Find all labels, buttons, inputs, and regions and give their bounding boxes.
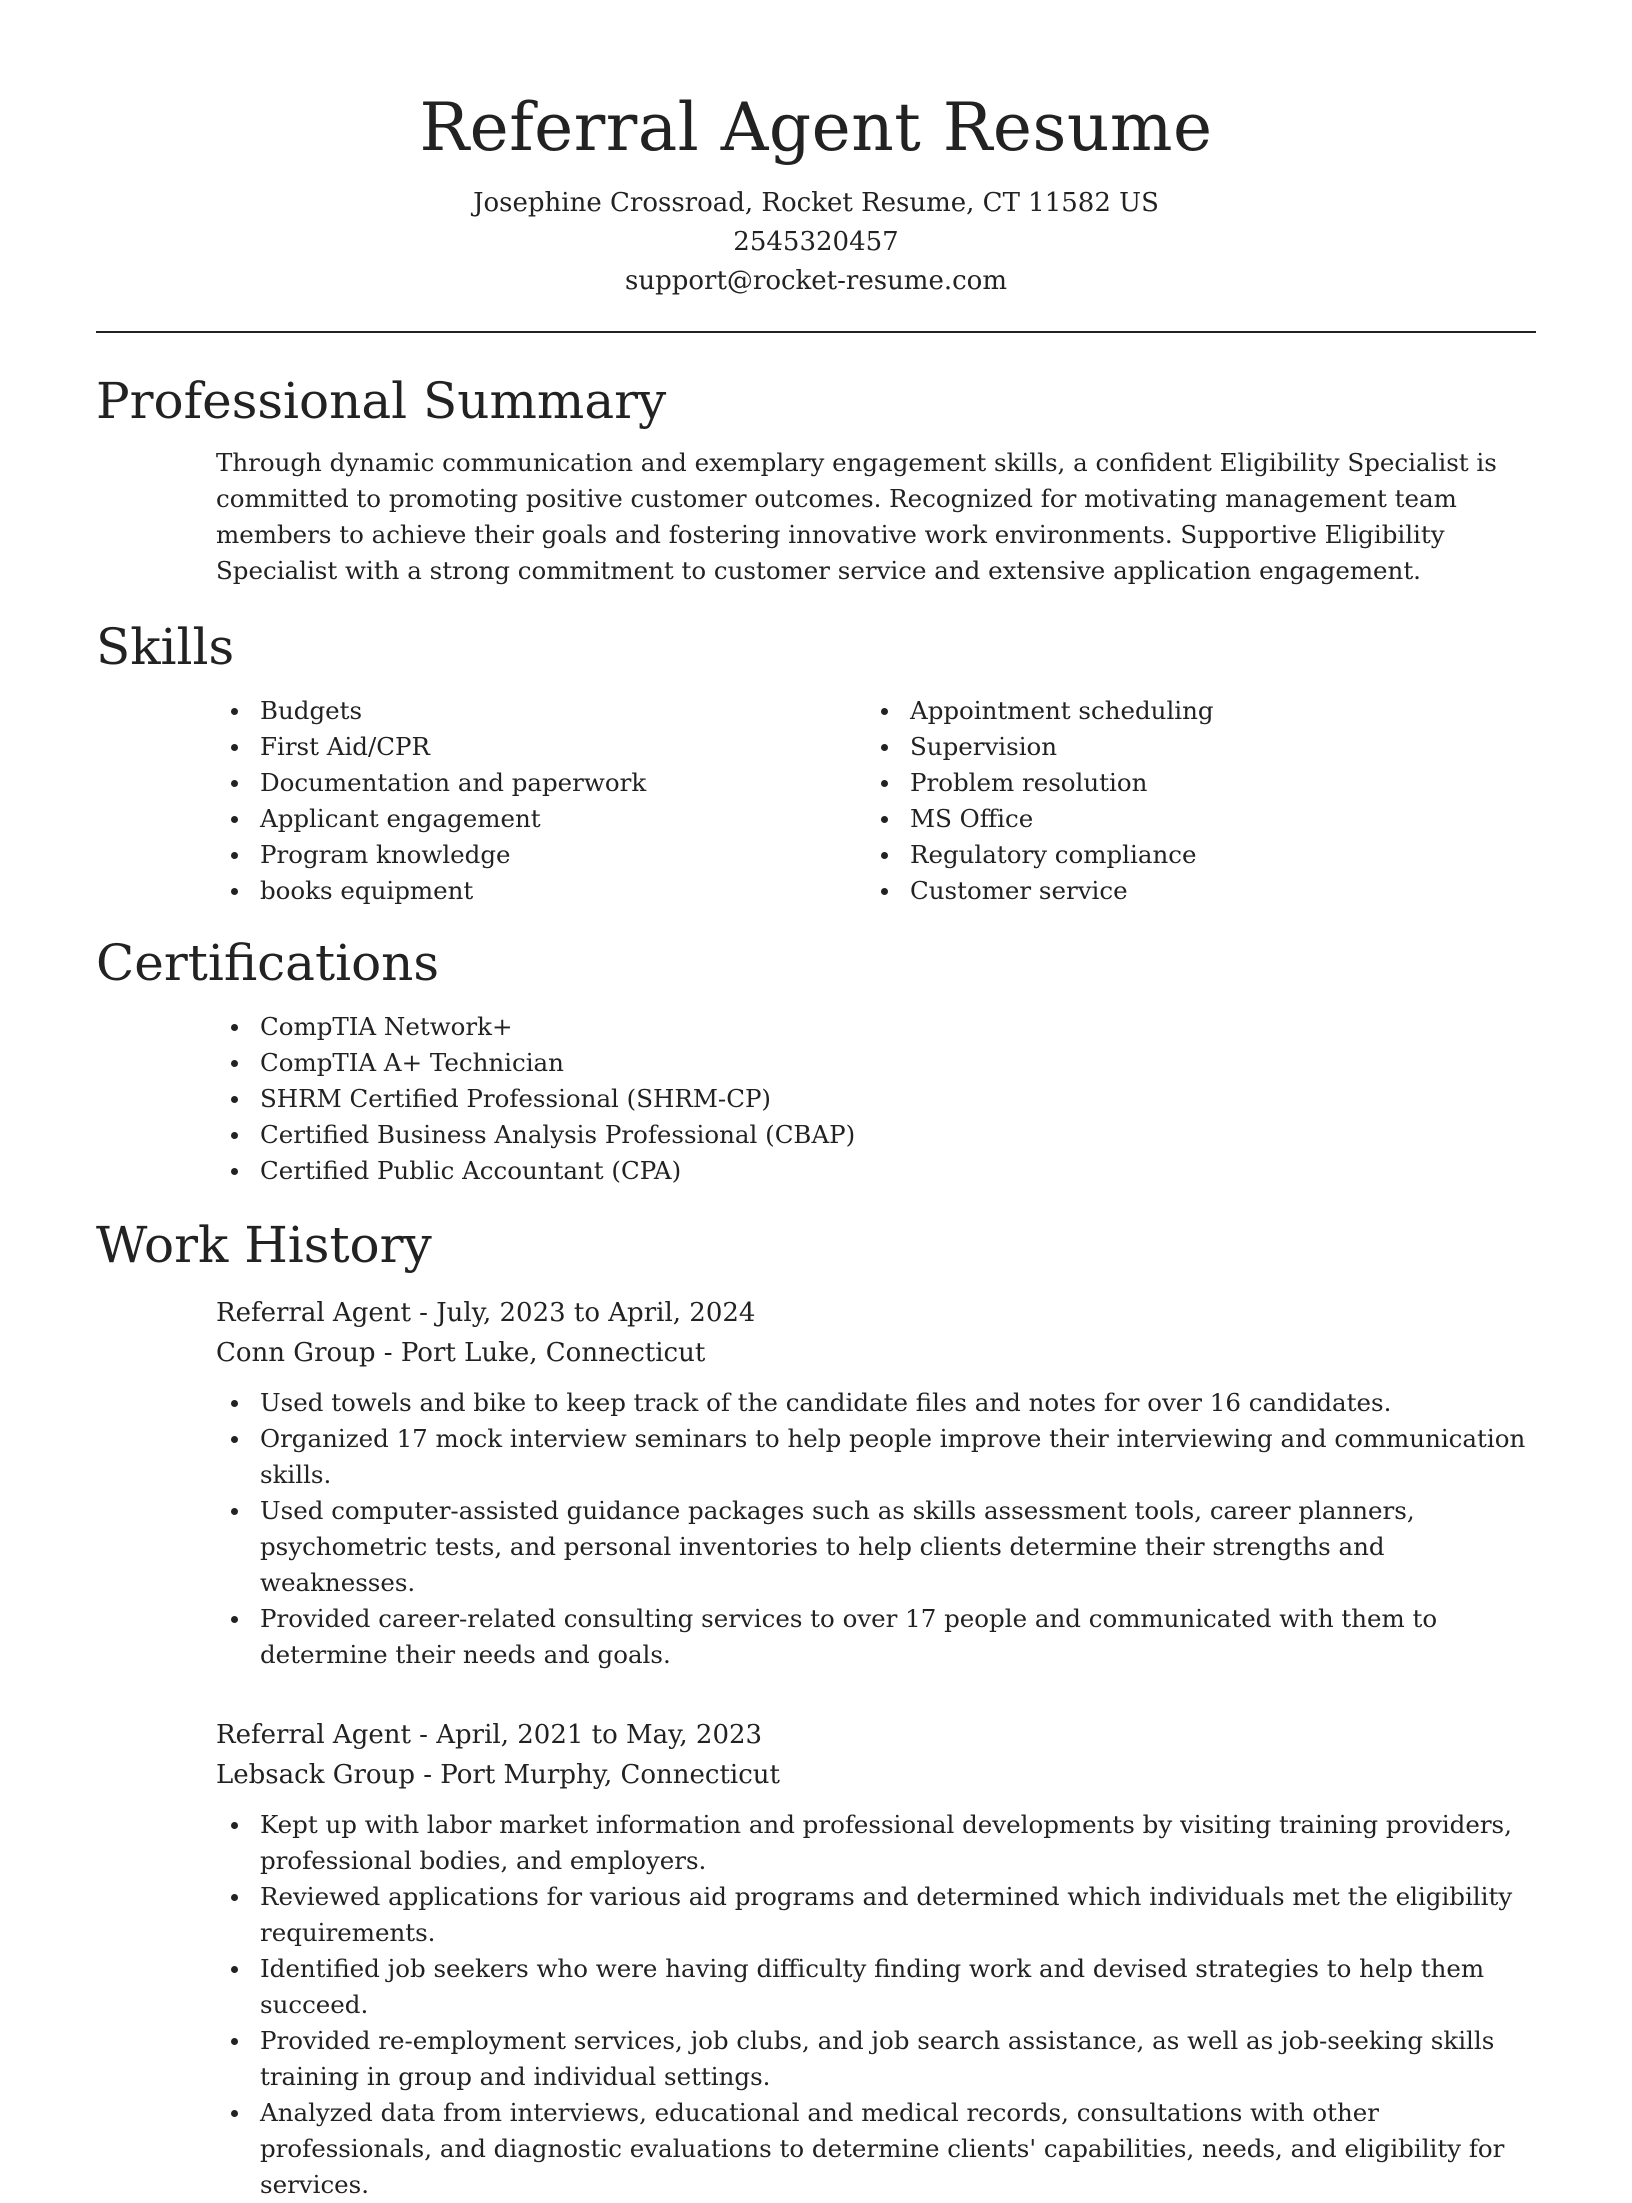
certification-item: Certified Business Analysis Professional (CBAP)	[216, 1117, 1536, 1153]
skill-item: Supervision	[866, 729, 1466, 765]
skill-item: Problem resolution	[866, 765, 1466, 801]
job-company: Conn Group	[216, 1338, 376, 1368]
summary-text: Through dynamic communication and exemplary engagement skills, a confident Eligibility Specialist is committed to promoting positive customer outcomes. Recognized for motivating management team members to achieve their goals and fostering innovative work environments. Supportive Eligibility Specialist with a strong commitment to customer service and extensive application engagement.	[216, 448, 1497, 585]
job-role: Referral Agent	[216, 1298, 411, 1328]
certification-item: CompTIA A+ Technician	[216, 1045, 1536, 1081]
job-location: - Port Murphy, Connecticut	[414, 1760, 780, 1790]
skills-list-left	[216, 693, 866, 909]
skill-item: Regulatory compliance	[866, 837, 1466, 873]
certifications-heading: Certifications	[96, 934, 440, 992]
job-bullet: Provided re-employment services, job clubs, and job search assistance, as well as job-seeking skills training in group and individual settings.	[216, 2023, 1536, 2095]
certification-item: Certified Public Accountant (CPA)	[216, 1153, 1536, 1189]
resume-header	[96, 0, 1536, 301]
job-bullets	[96, 1807, 1536, 2203]
job-bullet: Organized 17 mock interview seminars to help people improve their interviewing and communication skills.	[216, 1421, 1536, 1493]
job-role: Referral Agent	[216, 1720, 411, 1750]
skills-heading: Skills	[96, 618, 235, 676]
job-bullet: Provided career-related consulting services to over 17 people and communicated with them to determine their needs and goals.	[216, 1601, 1536, 1673]
job-bullet: Reviewed applications for various aid programs and determined which individuals met the eligibility requirements.	[216, 1879, 1536, 1951]
job-bullet: Used computer-assisted guidance packages such as skills assessment tools, career planners, psychometric tests, and personal inventories to help clients determine their strengths and weaknesses.	[216, 1493, 1536, 1601]
skill-item: books equipment	[216, 873, 866, 909]
header-divider	[96, 331, 1536, 333]
work-history-section	[96, 1213, 1536, 2203]
job-entry	[216, 1293, 1536, 1673]
contact-phone: 2545320457	[733, 227, 899, 257]
summary-section	[96, 369, 1536, 589]
skill-item: MS Office	[866, 801, 1466, 837]
job-location: - Port Luke, Connecticut	[375, 1338, 706, 1368]
certification-item: CompTIA Network+	[216, 1009, 1536, 1045]
skill-item: Budgets	[216, 693, 866, 729]
skill-item: Customer service	[866, 873, 1466, 909]
job-bullet: Analyzed data from interviews, educational and medical records, consultations with other professionals, and diagnostic evaluations to determine clients' capabilities, needs, and eligibility for services.	[216, 2095, 1536, 2203]
job-bullets	[96, 1385, 1536, 1673]
skills-section	[96, 615, 1536, 909]
job-company: Lebsack Group	[216, 1760, 415, 1790]
contact-info	[96, 184, 1536, 301]
job-entry	[216, 1715, 1536, 2203]
certifications-section	[96, 931, 1536, 1189]
skills-columns	[96, 693, 1536, 909]
job-dates: - April, 2021 to May, 2023	[410, 1720, 763, 1750]
summary-heading: Professional Summary	[96, 372, 667, 430]
job-company-line	[216, 1333, 1536, 1373]
certifications-list	[216, 1009, 1536, 1189]
job-bullet: Used towels and bike to keep track of the candidate files and notes for over 16 candidates.	[216, 1385, 1536, 1421]
skill-item: Documentation and paperwork	[216, 765, 866, 801]
job-dates: - July, 2023 to April, 2024	[410, 1298, 756, 1328]
page-title: Referral Agent Resume	[419, 89, 1213, 166]
skill-item: Program knowledge	[216, 837, 866, 873]
job-bullet: Identified job seekers who were having difficulty finding work and devised strategies to help them succeed.	[216, 1951, 1536, 2023]
contact-email: support@rocket-resume.com	[624, 266, 1007, 296]
job-bullet: Kept up with labor market information and professional developments by visiting training providers, professional bodies, and employers.	[216, 1807, 1536, 1879]
certification-item: SHRM Certified Professional (SHRM-CP)	[216, 1081, 1536, 1117]
skill-item: Applicant engagement	[216, 801, 866, 837]
work-history-heading: Work History	[96, 1216, 432, 1274]
skill-item: Appointment scheduling	[866, 693, 1466, 729]
skills-list-right	[866, 693, 1466, 909]
contact-address: Josephine Crossroad, Rocket Resume, CT 11582 US	[473, 188, 1159, 218]
job-company-line	[216, 1755, 1536, 1795]
job-title-line	[216, 1293, 1536, 1333]
skill-item: First Aid/CPR	[216, 729, 866, 765]
job-title-line	[216, 1715, 1536, 1755]
